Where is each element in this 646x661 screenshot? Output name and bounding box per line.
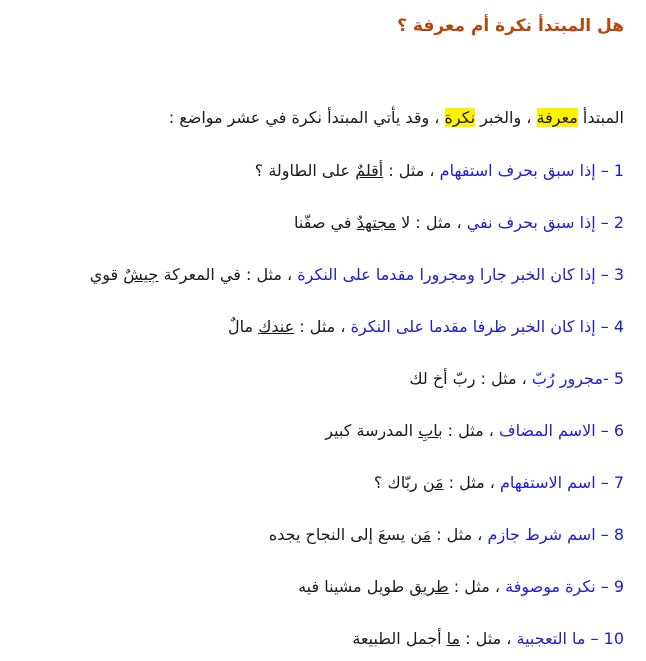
item-example-rest: ربّاك ؟ xyxy=(373,473,423,492)
item-example-prefix: ، مثل : xyxy=(383,161,440,180)
item-rule: -مجرور رُبّ xyxy=(531,369,609,388)
item-example-prefix: ، مثل : لا xyxy=(396,213,467,232)
item-number: 9 – xyxy=(595,577,624,596)
item-rule: ما التعجبية xyxy=(516,629,586,648)
list-item-4 xyxy=(228,317,624,336)
highlight-nakira: نكرة xyxy=(444,108,476,127)
item-example-rest: على الطاولة ؟ xyxy=(254,161,356,180)
page-title: هل المبتدأ نكرة أم معرفة ؟ xyxy=(397,16,624,36)
item-example-prefix: ، مثل : xyxy=(443,473,500,492)
item-example-underlined: جيشٌ xyxy=(123,265,159,284)
item-example-rest: أجمل الطبيعة xyxy=(352,629,447,648)
item-example-prefix: ، مثل : xyxy=(294,317,351,336)
item-example-prefix: ، مثل : xyxy=(442,421,500,440)
item-example-prefix: ، مثل : xyxy=(460,629,517,648)
item-rule: إذا سبق بحرف استفهام xyxy=(439,161,596,180)
item-rule: إذا كان الخبر جارا ومجرورا مقدما على النكرة xyxy=(297,265,596,284)
item-example-underlined: مَن xyxy=(410,525,432,544)
item-example-underlined: بابِ xyxy=(418,421,443,440)
item-example-underlined: أقلمٌ xyxy=(355,161,384,180)
item-example-rest: قوي xyxy=(89,265,124,284)
item-number: 8 – xyxy=(595,525,624,544)
item-example-prefix: ، مثل : xyxy=(448,577,506,596)
item-example-prefix: ، مثل : xyxy=(431,525,488,544)
item-example-underlined: مجتهدٌ xyxy=(356,213,397,232)
intro-text-3: ، وقد يأتي المبتدأ نكرة في عشر مواضع : xyxy=(168,108,445,127)
list-item-1 xyxy=(255,161,624,180)
item-number: 10 – xyxy=(585,629,624,648)
item-example-rest: طويل مشينا فيه xyxy=(298,577,410,596)
item-example-prefix: ، مثل : xyxy=(475,369,532,388)
item-number: 6 – xyxy=(595,421,624,440)
list-item-7 xyxy=(374,473,624,492)
list-item-9 xyxy=(298,577,624,596)
item-number: 4 – xyxy=(595,317,624,336)
item-rule: الاسم المضاف xyxy=(499,421,596,440)
intro-text-2: ، والخبر xyxy=(475,108,537,127)
list-item-5 xyxy=(409,369,624,388)
item-rule: اسم الاستفهام xyxy=(500,473,596,492)
highlight-marefa: معرفة xyxy=(536,108,578,127)
item-number: 1 – xyxy=(595,161,624,180)
item-example-underlined: طريق xyxy=(409,577,449,596)
item-example-underlined: مَن xyxy=(422,473,444,492)
item-rule: إذا كان الخبر ظرفا مقدما على النكرة xyxy=(350,317,596,336)
list-item-3 xyxy=(90,265,624,284)
item-number: 2 – xyxy=(595,213,624,232)
list-item-8 xyxy=(269,525,624,544)
item-number: 5 xyxy=(608,369,624,388)
item-example-rest: ربّ أخ لك xyxy=(409,369,476,388)
intro-text-1: المبتدأ xyxy=(577,108,624,127)
item-example-underlined: ما xyxy=(446,629,461,648)
list-item-2 xyxy=(294,213,624,232)
item-example-rest: مالٌ xyxy=(228,317,259,336)
item-example-rest: المدرسة كبير xyxy=(325,421,419,440)
list-item-6 xyxy=(325,421,624,440)
intro-paragraph xyxy=(169,108,624,127)
item-number: 7 – xyxy=(595,473,624,492)
item-example-prefix: ، مثل : في المعركة xyxy=(158,265,298,284)
item-example-underlined: عندك xyxy=(258,317,295,336)
list-item-10 xyxy=(352,629,624,648)
item-rule: نكرة موصوفة xyxy=(505,577,596,596)
item-rule: إذا سبق بحرف نفي xyxy=(466,213,596,232)
item-rule: اسم شرط جازم xyxy=(487,525,596,544)
item-example-rest: في صفّنا xyxy=(294,213,357,232)
item-number: 3 – xyxy=(595,265,624,284)
item-example-rest: يسعَ إلى النجاح يجده xyxy=(268,525,411,544)
